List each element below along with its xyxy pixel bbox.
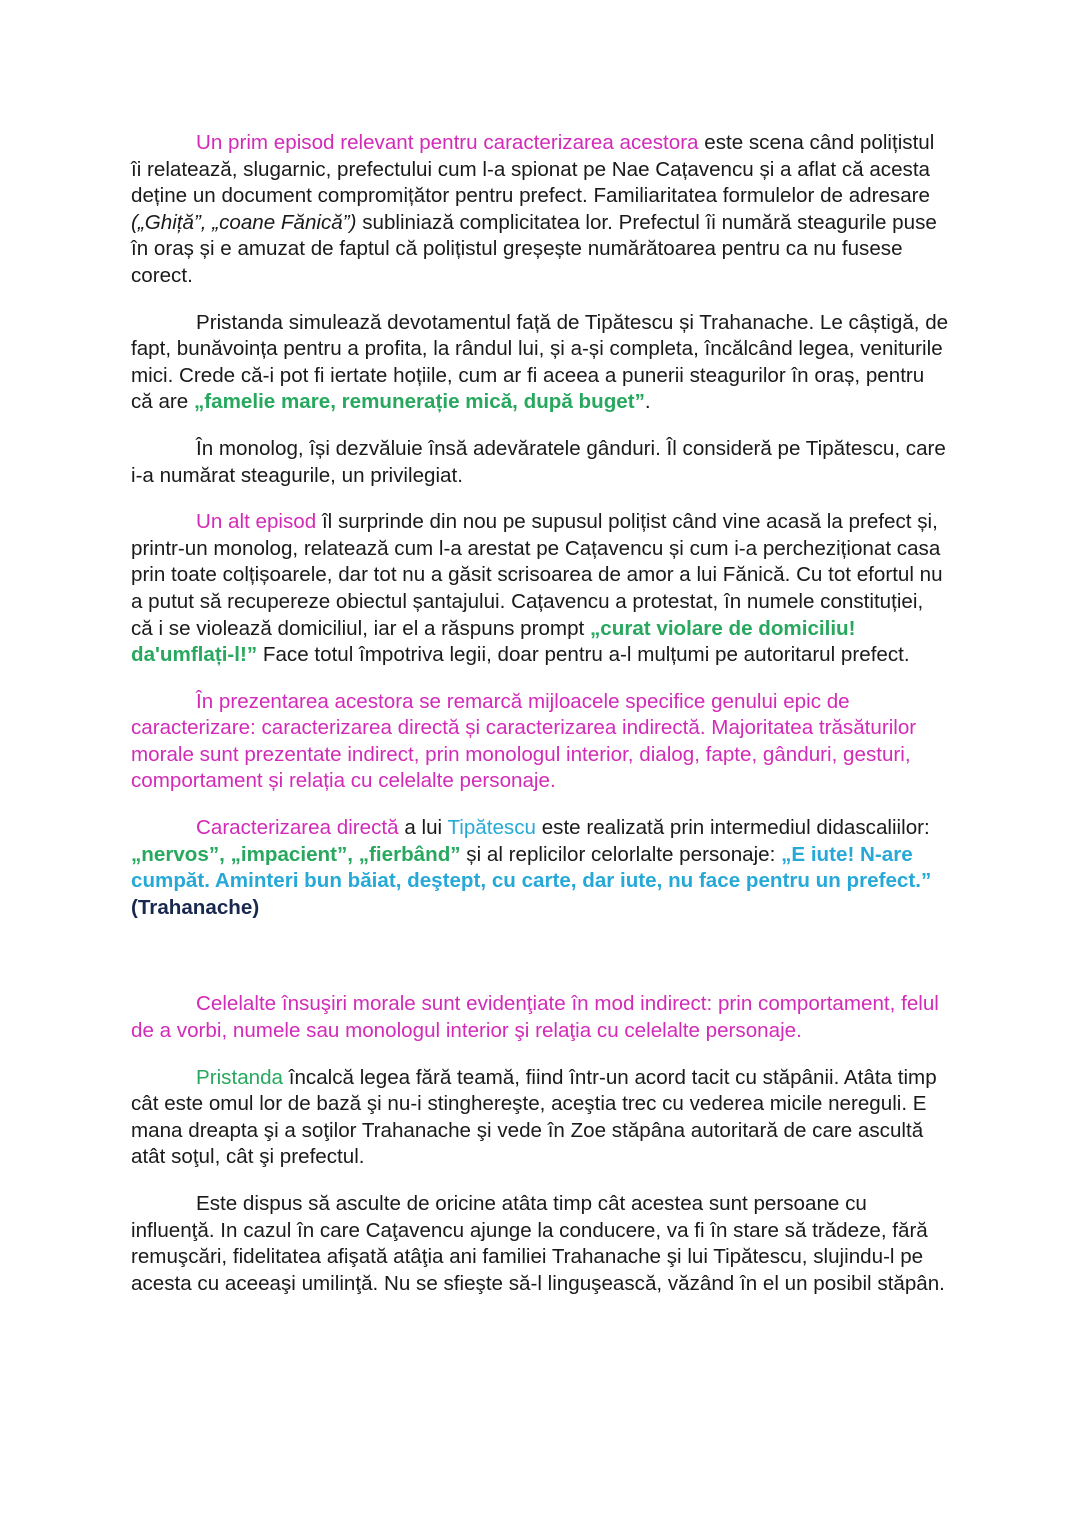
text-span: Face totul împotriva legii, doar pentru a-l mulțumi pe autoritarul prefect. (257, 643, 910, 667)
highlight-second-episode: Un alt episod (196, 510, 317, 534)
highlight-first-episode: Un prim episod relevant pentru caracterizarea acestora (196, 131, 699, 154)
paragraph-direct-characterization (131, 815, 950, 921)
quote-famelie-mare: „famelie mare, remunerație mică, după buget” (193, 390, 645, 414)
text-span: îl surprinde din nou pe supusul polițist când vine acasă la prefect și, printr-un monolog, relatează cum l-a arestat pe Cațavencu și cum i-a percheziționat casa prin toate colțișoarele, dar tot nu a găsit scrisoarea de amor a lui Fănică. Cu tot efortul nu a putut să recupereze obiectul șantajului. Cațavencu a protestat, în numele constituției, că i se violează domiciliul, iar el a răspuns prompt (131, 510, 943, 640)
text-span: încalcă legea fără teamă, fiind într-un acord tacit cu stăpânii. Atâta timp cât este omul lor de bază şi nu-i stinghereşte, aceştia trec cu vederea micile nereguli. E mana dreapta şi a soţilor Trahanache şi vede în Zoe stăpâna autoritară de care ascultă atât soţul, cât şi prefectul. (131, 1065, 937, 1169)
quote-didascalii: „nervos”, „impacient”, „fierbând” (131, 842, 461, 866)
text-span: subliniază complicitatea lor. Prefectul îi numără steagurile puse în oraș și e amuzat de faptul că polițistul greșește numărătoarea pentru ca nu fusese corect. (131, 210, 937, 287)
paragraph-first-episode (131, 130, 950, 290)
text-span: este realizată prin intermediul didascaliilor: (535, 816, 930, 840)
text-span: Este dispus să asculte de oricine atâta timp cât acestea sunt persoane cu influenţă. In cazul în care Caţavencu ajunge la conducere, va fi în stare să trădeze, fără remuşcări, fidelitatea afişată atâţia ani familiei Trahanache şi lui Tipătescu, slujindu-l pe acesta cu aceeaşi umilinţă. Nu se sfieşte să-l linguşească, văzând în el un posibil stăpân. (131, 1192, 945, 1295)
paragraph-indirect-characterization (131, 991, 950, 1044)
paragraph-characterization-means (131, 689, 950, 795)
text-span: Celelalte însuşiri morale sunt evidenţiate în mod indirect: prin comportament, felul de a vorbi, numele sau monologul interior şi relaţia cu celelalte personaje. (131, 992, 939, 1043)
text-span: este scena când polițistul îi relatează, slugarnic, prefectului cum l-a spionat pe Nae Cațavencu și a aflat că acesta deține un document compromițător pentru prefect. Familiaritatea formulelor de adresare (131, 131, 935, 208)
speaker-trahanache: (Trahanache) (131, 895, 260, 919)
quote-address-forms: („Ghiță”, „coane Fănică”) (131, 210, 357, 234)
paragraph-second-episode (131, 509, 950, 669)
text-span: . (644, 390, 651, 414)
quote-e-iute: „E iute! N-are cumpăt. Aminteri bun băiat, deştept, cu carte, dar iute, nu face pentru un prefect.” (131, 842, 932, 893)
text-span: și al replicilor celorlalte personaje: (460, 842, 782, 866)
highlight-tipatescu: Tipătescu (447, 816, 536, 840)
paragraph-devotion (131, 310, 950, 416)
highlight-direct-characterization: Caracterizarea directă (196, 816, 399, 840)
quote-violare-domiciliu: „curat violare de domiciliu! da'umflați-l!” (131, 616, 856, 667)
highlight-pristanda: Pristanda (196, 1065, 284, 1089)
paragraph-loyalty (131, 1191, 950, 1297)
text-span: În monolog, își dezvăluie însă adevăratele gânduri. Îl consideră pe Tipătescu, care i-a numărat steagurile, un privilegiat. (131, 436, 946, 487)
text-span: În prezentarea acestora se remarcă mijloacele specifice genului epic de caracterizare: caracterizarea directă și caracterizarea indirectă. Majoritatea trăsăturilor morale sunt prezentate indirect, prin monologul interior, dialog, fapte, gânduri, gesturi, comportament și relația cu celelalte personaje. (131, 689, 917, 793)
text-span: Pristanda simulează devotamentul față de Tipătescu și Trahanache. Le câștigă, de fapt, bunăvoința pentru a profita, la rândul lui, și a-și completa, încălcând legea, veniturile mici. Crede că-i pot fi iertate hoțiile, cum ar fi aceea a punerii steagurilor în oraș, pentru că are (131, 310, 949, 414)
paragraph-pristanda-law (131, 1065, 950, 1171)
text-span: a lui (398, 816, 448, 840)
paragraph-monologue (131, 436, 950, 489)
